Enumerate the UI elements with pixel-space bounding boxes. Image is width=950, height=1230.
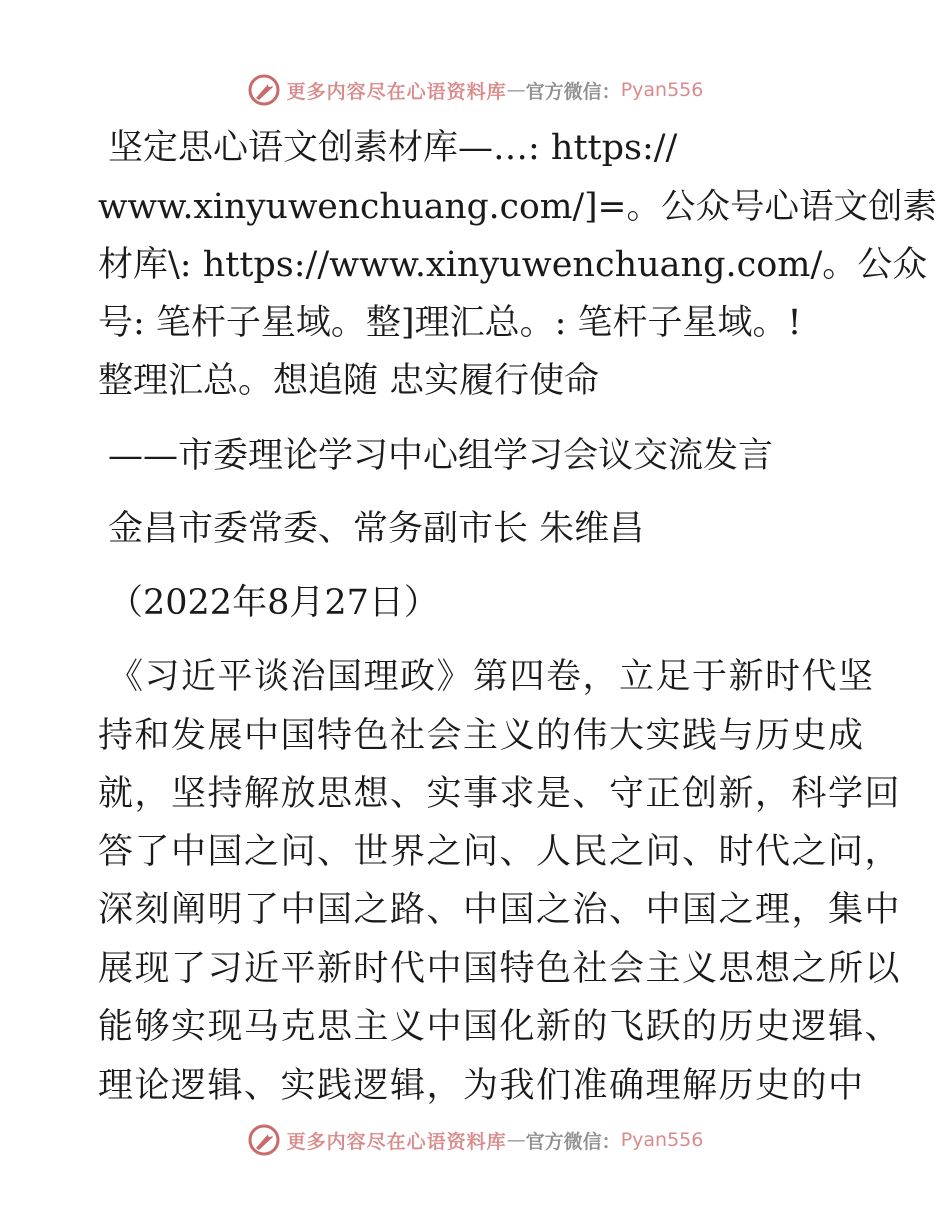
body-line-7: 能够实现马克思主义中国化新的飞跃的历史逻辑、 <box>98 1007 902 1047</box>
pen-nib-circle-icon <box>247 73 281 107</box>
body-line-1: 《习近平谈治国理政》第四卷，立足于新时代坚 <box>108 657 875 697</box>
watermark-wechat-id: Pyan556 <box>620 1129 704 1151</box>
watermark-wechat-id: Pyan556 <box>620 79 704 101</box>
watermark-dash: — <box>506 1129 526 1151</box>
body-line-4: 答了中国之问、世界之问、人民之问、时代之问， <box>98 832 902 872</box>
watermark-footer <box>0 1120 950 1160</box>
pen-nib-circle-icon <box>247 1123 281 1157</box>
body-line-6: 展现了习近平新时代中国特色社会主义思想之所以 <box>98 949 902 989</box>
header-line-5: 整理汇总。想追随 忠实履行使命 <box>98 361 600 401</box>
body-line-8: 理论逻辑、实践逻辑，为我们准确理解历史的中 <box>98 1066 865 1106</box>
body-line-5: 深刻阐明了中国之路、中国之治、中国之理，集中 <box>98 890 902 930</box>
watermark-official-label: 官方微信： <box>525 80 621 103</box>
body-line-3: 就，坚持解放思想、实事求是、守正创新，科学回 <box>98 774 902 814</box>
watermark-main-text: 更多内容尽在心语资料库 <box>286 80 507 103</box>
header-line-4: 号: 笔杆子星域。整]理汇总。: 笔杆子星域。! <box>98 303 802 343</box>
watermark-main-text: 更多内容尽在心语资料库 <box>286 1130 507 1153</box>
watermark-official-label: 官方微信： <box>525 1130 621 1153</box>
speech-date: （2022年8月27日） <box>108 583 439 623</box>
header-line-3: 材库\: https://www.xinyuwenchuang.com/。公众 <box>98 245 928 285</box>
header-line-1: 坚定思心语文创素材库—…: https:// <box>108 128 678 168</box>
body-line-2: 持和发展中国特色社会主义的伟大实践与历史成 <box>98 716 865 756</box>
speech-author: 金昌市委常委、常务副市长 朱维昌 <box>108 509 645 549</box>
watermark-header <box>0 70 950 110</box>
speech-subtitle: ——市委理论学习中心组学习会议交流发言 <box>108 436 774 476</box>
watermark-dash: — <box>506 79 526 101</box>
header-line-2: www.xinyuwenchuang.com/]=。公众号心语文创素 <box>98 187 937 227</box>
